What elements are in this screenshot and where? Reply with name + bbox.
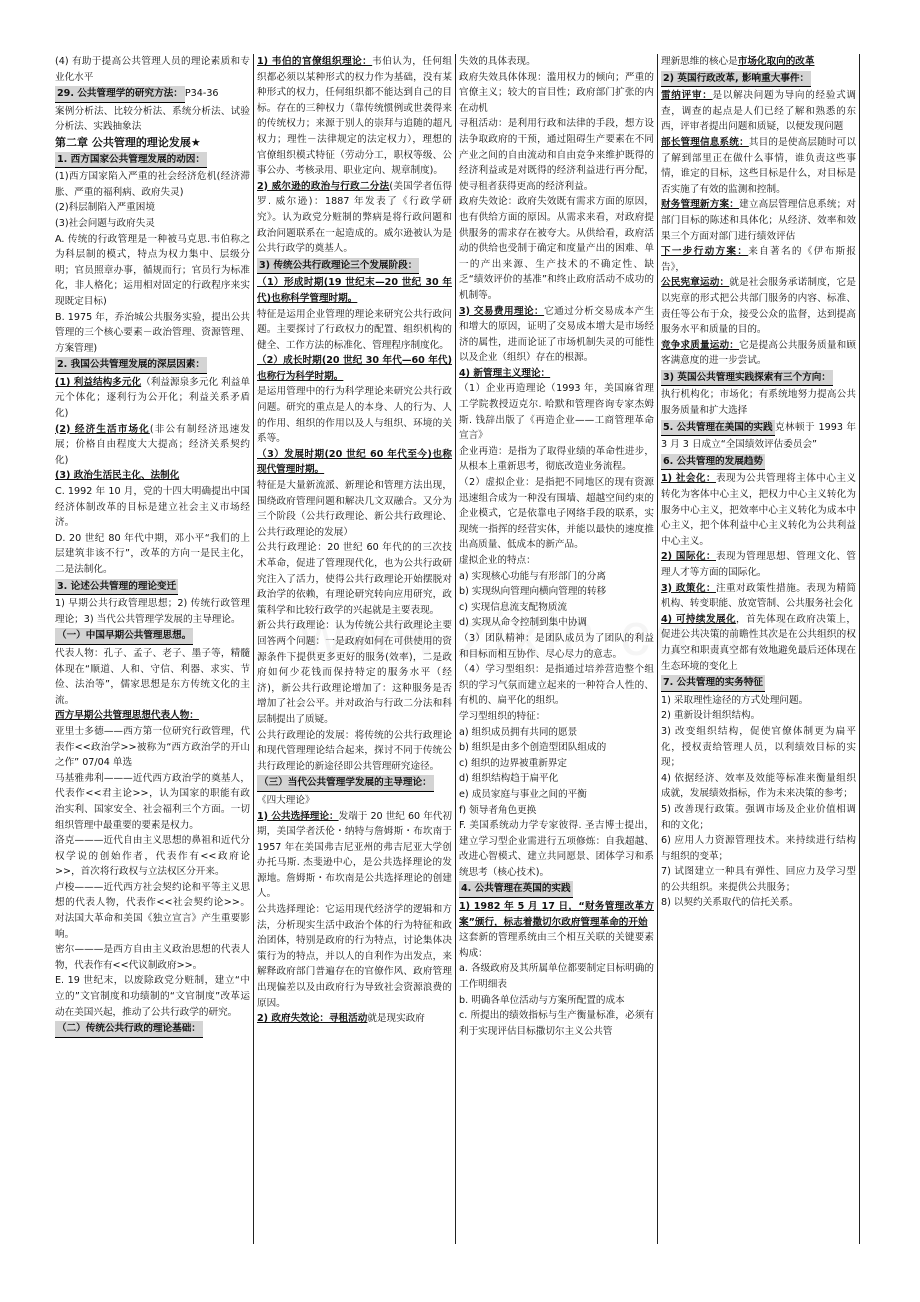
section-heading (55, 85, 250, 104)
paragraph (661, 771, 856, 802)
paragraph (55, 973, 250, 1020)
paragraph (459, 631, 654, 662)
paragraph (459, 725, 654, 741)
heading-label: 1) 1982 年 5 月 17 日，“财务管理改革方案”颁行，标志着撒切尔政府管理革命的开始 (459, 901, 654, 928)
paragraph-text: 2) 重新设计组织结构。 (661, 710, 761, 722)
paragraph (55, 942, 250, 973)
section-heading (661, 453, 856, 472)
paragraph-text: 新公共行政理论：认为传统公共行政理论主要回答两个问题：一是政府如何在可供使用的资源条件下提供更多更好的服务(效率)，二是政府如何少花钱而保持特定的服务水平（经济)，新公共行政理论增加了：这种服务是否增加了社会公平。并对政治与行政二分法和科层制提出了质疑。 (257, 620, 452, 725)
heading-label: 2) 英国行政改革, 影响重大事件： (661, 71, 811, 88)
paragraph (459, 194, 654, 303)
paragraph-text: 代表人物：孔子、孟子、老子、墨子等，精髓体现在“顺道、人和、守信、利器、求实、节俭、法治等”，儒家思想是东方传统文化的主流。 (55, 647, 250, 706)
paragraph (257, 307, 452, 354)
paragraph-text: 特征是大量新流派、新理论和管理方法出现，围绕政府管理问题和解决几文双融合。又分为三个阶段（公共行政理论、新公共行政理论、公共行政理论的发展） (257, 480, 452, 538)
heading-label: 6. 公共管理的发展趋势 (661, 454, 765, 471)
paragraph (257, 728, 452, 775)
paragraph-text: 密尔———是西方自由主义政治思想的代表人物，代表作有<<代议制政府>>。 (55, 944, 250, 971)
paragraph-text: a. 各级政府及其所属单位都要制定目标明确的工作明细表 (459, 963, 654, 991)
heading-label: 3) 英国公共管理实践探索有三个方向： (661, 370, 833, 387)
subsection-heading (661, 338, 856, 369)
subsection-heading (55, 708, 250, 724)
paragraph (459, 993, 654, 1009)
paragraph-text: a) 组织成员拥有共同的愿景 (459, 726, 578, 738)
subsection-heading (257, 353, 452, 384)
paragraph-text: 学习型组织的特征： (459, 710, 546, 722)
paragraph-text: E. 19 世纪末，以废除政党分赃制，建立“中立的”文官制度和功绩制的“文官制度”改革运动在美国兴起，推动了公共行政学的研究。 (55, 975, 250, 1018)
heading-label: 3) 交易费用理论： (459, 305, 545, 317)
paragraph-text: A. 传统的行政管理是一种被马克思.韦伯称之为科层制的模式，特点为权力集中、层级分明；官员照章办事，循规而行；官员行为标准化，非人格化；运用相对固定的行政程序来实现既定目标) (55, 233, 250, 307)
paragraph-text: (2)科层制陷入严重困境 (55, 202, 155, 214)
paragraph (257, 793, 452, 809)
subsection-heading (459, 304, 654, 366)
paragraph (459, 818, 654, 880)
heading-label: 5. 公共管理在美国的实践 (661, 420, 775, 437)
paragraph-text: ，首先体现在政府决策上，促进公共决策的前瞻性其次是在公共组织的权力真空和职责真空都有效地避免最后还体现在生态环境的变化上 (661, 613, 857, 672)
section-heading (661, 419, 856, 453)
paragraph-text: （2）虚拟企业：是指把不同地区的现有资源迅速组合成为一种没有围墙、超越空间约束的企业模式，它是依靠电子网络手段的联系，实现统一指挥的经营实体，并能以最快的速度推出高质量、低成本的新产品。 (459, 477, 654, 551)
paragraph (55, 310, 250, 357)
subsection-heading (257, 275, 452, 306)
paragraph (55, 596, 250, 627)
paragraph (459, 381, 654, 443)
heading-label: 1. 西方国家公共管理发展的动因： (55, 152, 207, 169)
heading-label: （三）当代公共管理学发展的主导理论： (257, 775, 434, 792)
paragraph (55, 531, 250, 578)
paragraph (459, 600, 654, 616)
paragraph-text: 失效的具体表现。 (459, 56, 536, 67)
subsection-heading (257, 1011, 452, 1027)
section-heading (55, 578, 250, 597)
paragraph-text: b) 实现纵向管理向横向管理的转移 (459, 586, 607, 598)
heading-label: 下一步行动方案： (661, 246, 749, 258)
section-heading (55, 1020, 250, 1039)
paragraph-text: 是运用管理中的行为科学理论来研究公共行政问题。研究的重点是人的本身、人的行为、人的作用、组织的作用以及人与组织、环境的关系等。 (257, 386, 452, 445)
heading-label: 公民宪章运动： (661, 277, 730, 289)
paragraph-text: 3) 改变组织结构，促使官僚体制更为扁平化，授权责给管理人员，以利绩效目标的实现； (661, 725, 856, 769)
heading-label: 29. 公共管理学的研究方法： (55, 86, 185, 103)
paragraph (55, 880, 250, 942)
heading-label: （一）中国早期公共管理思想。 (55, 628, 193, 645)
paragraph-text: 马基雅弗利———近代西方政治学的奠基人，代表作<<君主论>>，认为国家的职能有政治实利、国家安全、社会福利三个方面。一切组织管理中最重要的要素是权力。 (55, 772, 250, 831)
paragraph (55, 104, 250, 135)
paragraph (661, 833, 856, 864)
paragraph (459, 787, 654, 803)
subsection-heading (661, 275, 856, 337)
paragraph-text: 它是提高公共服务质量和顾客满意度的进一步尝试。 (661, 339, 857, 367)
paragraph-text: 就是现实政府 (367, 1013, 425, 1025)
paragraph-text: (非公有制经济迅速发展；价格自由程度大大提高；经济关系契约化) (55, 423, 250, 466)
paragraph (55, 232, 250, 310)
paragraph (459, 803, 654, 819)
paragraph-text: (美国学者伍得罗. 威尔逊)：1887 年发表了《行政学研究》。认为政党分赃制的弊病是将行政问题和政治问题联系在一起造成的。威尔逊被认为是公共行政学的奠基人。 (257, 180, 452, 255)
paragraph-text: e) 成员家庭与事业之间的平衡 (459, 788, 587, 800)
heading-label: 财务管理新方案： (661, 199, 740, 211)
subsection-heading (661, 197, 856, 244)
paragraph (459, 54, 654, 70)
paragraph-text: 企业再造：是指为了取得业绩的革命性进步，从根本上重新思考，彻底改造业务流程。 (459, 445, 654, 473)
subsection-heading (459, 899, 654, 930)
paragraph (459, 771, 654, 787)
section-heading (661, 674, 856, 693)
paragraph (257, 540, 452, 618)
paragraph (459, 116, 654, 194)
paragraph (459, 740, 654, 756)
paragraph (459, 662, 654, 709)
paragraph-text: 公共行政理论：20 世纪 60 年代的的三次技术革命，促进了管理现代化，也为公共行政研究注入了活力，使得公共行政理论开始摆脱对政治学的依赖，有理论研究转向应用研究，政策科学和比较行政学的兴起就是主要表现。 (257, 542, 452, 616)
paragraph-text: 注重对政策性措施。表现为精简机构、转变职能、放宽管制、公共服务社会化 (661, 582, 857, 610)
heading-label: 1) 公共选择理论： (257, 810, 339, 822)
paragraph (55, 833, 250, 880)
paragraph-text: (4) 有助于提高公共管理人员的理论素质和专业化水平 (55, 56, 250, 83)
paragraph-text: 虚拟企业的特点： (459, 555, 536, 566)
paragraph-text: 理新思维的核心是 (661, 56, 738, 67)
paragraph-text: 公共选择理论：它运用现代经济学的逻辑和方法，分析现实生活中政治个体的行为特征和政治团体，特别是政府的行为特点，讨论集体决策行为的特点，并以人的自利作为出发点，来解释政府部门普遍存在的官僚作风、政府管理出现偏差以及由政府行为导致社会资源浪费的原因。 (257, 904, 452, 1009)
paragraph-text: B. 1975 年，乔治城公共服务实验，提出公共管理的三个核心要素－政治管理、资源管理、方案管理) (55, 311, 250, 354)
paragraph (55, 484, 250, 531)
heading-label: (3) 政治生活民主化、法制化 (55, 470, 180, 482)
subsection-heading (661, 581, 856, 612)
paragraph-text: a) 实现核心功能与有形部门的分离 (459, 570, 606, 582)
heading-label: 2) 国际化： (661, 551, 716, 563)
subsection-heading (459, 366, 654, 382)
paragraph (459, 569, 654, 585)
subsection-heading (661, 244, 856, 275)
paragraph-text: b) 组织是由多个创造型团队组成的 (459, 742, 607, 754)
paragraph (55, 200, 250, 216)
heading-label: 3) 政策化： (661, 582, 716, 594)
heading-label: （2）成长时期(20 世纪 30 年代—60 年代)也称行为科学时期。 (257, 355, 452, 382)
paragraph-text: 5) 改善现行政策。强调市场及企业价值相调和的文化； (661, 803, 856, 831)
paragraph-text: 特征是运用企业管理的理论来研究公共行政问题。主要探讨了行政权力的配置、组织机构的健全、工作方法的标准化、管理程序制度化。 (257, 308, 452, 351)
paragraph-text: c. 所提出的绩效指标与生产衡量标准，必须有利于实现评估目标撒切尔主义公共管 (459, 1010, 654, 1037)
paragraph-text: 就是社会服务承诺制度，它是以宪章的形式把公共部门服务的内容、标准、责任等公布于众，接受公众的监督，达到提高服务水平和质量的目的。 (661, 277, 857, 336)
subsection-heading (661, 88, 856, 135)
paragraph (459, 584, 654, 600)
section-heading (55, 356, 250, 375)
paragraph (661, 895, 856, 911)
paragraph-text: 4) 依据经济、效率及效能等标准来衡量组织成就，发展绩效指标，作为未来决策的参考； (661, 772, 856, 800)
paragraph-text: 表现为公共管理将主体中心主义转化为客体中心主义，把权力中心主义转化为服务中心主义，把效率中心主义转化为成本中心主义，把个体利益中心主义转化为公共利益中心主义。 (661, 473, 857, 547)
section-heading (257, 774, 452, 793)
heading-label: 4) 可持续发展化 (661, 613, 737, 625)
paragraph (661, 387, 856, 418)
paragraph (459, 444, 654, 475)
heading-label: 7. 公共管理的实务特征 (661, 675, 765, 692)
paragraph-text: 它通过分析交易成本产生和增大的原因，证明了交易成本增大是市场经济的属性，进而论证了市场机制失灵的可能性以及企业（组织）存在的根源。 (459, 305, 655, 364)
paragraph-text: 1) 早期公共行政管理思想；2) 传统行政管理理论；3) 当代公共管理学发展的主导理论。 (55, 598, 250, 625)
paragraph (661, 693, 856, 709)
paragraph-text: F. 美国系统动力学专家彼得. 圣吉博士提出，建立学习型企业需进行五项修炼：自我超越、改进心智模式、建立共同愿景、团体学习和系统思考（核心技术)。 (459, 820, 654, 878)
paragraph-text: 亚里士多德——西方第一位研究行政管理，代表作<<政治学>>被称为“西方政治学的开山之作” 07/04 单选 (55, 725, 250, 769)
paragraph-text: 这套新的管理系统由三个相互关联的关键要素构成： (459, 932, 654, 959)
paragraph (459, 553, 654, 569)
heading-label: 3. 论述公共管理的理论变迁 (55, 579, 178, 596)
column-3 (456, 54, 658, 1244)
paragraph-text: （4）学习型组织：是指通过培养营造整个组织的学习气氛而建立起来的一种符合人性的、有机的、扁平化的组织。 (459, 664, 654, 707)
paragraph-text: 韦伯认为，任何组织都必须以某种形式的权力作为基础，没有某种形式的权力，任何组织都不能达到自己的目标。存在的三种权力（靠传统惯例或世袭得来的传统权力；来源于别人的崇拜与追随的超凡权力；理性－法律规定的法定权力），理想的官僚组织模式特征（劳动分工，职权等级、公事公办、考核录用、职业定向、规章制度)。 (257, 56, 452, 177)
paragraph-text: C. 1992 年 10 月，党的十四大明确提出中国经济体制改革的目标是建立社会主义市场经济。 (55, 486, 250, 529)
paragraph-text: D. 20 世纪 80 年代中期，邓小平“我们的上层建筑非该不行”，改革的方向一是民主化，二是法制化。 (55, 532, 250, 575)
heading-label: （二）传统公共行政的理论基础： (55, 1021, 203, 1038)
paragraph (661, 802, 856, 833)
section-heading (459, 880, 654, 899)
paragraph-text: 是以解决问题为导向的经验式调查，调查的起点是人们已经了解和熟悉的东西，评审者提出问题和质疑，以便发现问题 (661, 90, 857, 133)
heading-label: （3）发展时期(20 世纪 60 年代至今)也称现代管理时期。 (257, 448, 452, 476)
paragraph (55, 771, 250, 833)
section-heading (661, 369, 856, 388)
paragraph-text: 政府失效具体体现：滥用权力的倾向；严重的官僚主义；较大的盲目性；政府部门扩张的内在动机 (459, 71, 654, 114)
heading-label: 2) 政府失效论：寻租活动 (257, 1013, 368, 1025)
paragraph-text: c) 组织的边界被重新界定 (459, 757, 568, 769)
paragraph (459, 930, 654, 961)
subsection-heading (55, 375, 250, 422)
paragraph-text: c) 实现信息流支配物质流 (459, 601, 568, 613)
paragraph (55, 169, 250, 200)
heading-label: 1) 韦伯的官僚组织理论： (257, 56, 373, 67)
paragraph-text: 来自著名的《伊布斯报告》， (661, 246, 856, 273)
heading-label: （1）形成时期(19 世纪末—20 世纪 30 年代)也称科学管理时期。 (257, 277, 452, 304)
paragraph-text: 卢梭———近代西方社会契约论和平等主义思想的代表人物，代表作<<社会契约论>>。对法国大革命和美国《独立宣言》产生重要影响。 (55, 881, 250, 940)
column-2 (254, 54, 456, 1244)
subsection-heading (257, 179, 452, 257)
paragraph-text: 发端于 20 世纪 60 年代初期，美国学者沃伦・纳特与詹姆斯・布坎南于 1957 年在美国弗吉尼亚州的弗吉尼亚大学创办托马斯. 杰斐逊中心，是公共选择理论的发源地。詹姆斯・布坎南是公共选择理论的创建人。 (257, 810, 452, 900)
paragraph (55, 646, 250, 708)
paragraph-text: 6) 应用人力资源管理技术。来持续进行结构与组织的变革； (661, 835, 856, 862)
subsection-heading (257, 54, 452, 179)
heading-label: 4. 公共管理在英国的实践 (459, 881, 573, 898)
paragraph (55, 216, 250, 232)
emphasis-text: 市场化取向的改革 (737, 56, 815, 67)
paragraph-text: 表现为管理思想、管理文化、管理人才等方面的国际化。 (661, 551, 857, 578)
heading-label: 2) 威尔逊的政治与行政二分法 (257, 180, 390, 192)
paragraph-text: P34-36 (184, 88, 219, 100)
subsection-heading (661, 471, 856, 549)
paragraph-text: (3)社会问题与政府失灵 (55, 217, 155, 229)
paragraph-text: (1)西方国家陷入严重的社会经济危机(经济滞胀、严重的福利病、政府失灵) (55, 171, 250, 198)
paragraph (661, 864, 856, 895)
paragraph (459, 709, 654, 725)
paragraph (257, 384, 452, 446)
paragraph-text: 政府失效论：政府失效既有需求方面的原因，也有供给方面的原因。从需求来看，对政府提供服务的需求存在被夸大。从供给看，政府活动的供给也受制于确定和度量产出的困难、单一的产出来源、生产技术的不确定性、缺乏“绩效评价的基准”和终止政府活动不成功的机制等。 (459, 196, 654, 301)
paragraph (459, 475, 654, 553)
paragraph-text: 寻租活动：是利用行政和法律的手段，想方设法争取政府的干预，通过阻碍生产要素在不同产业之间的自由流动和自由竞争来维护既得的经济利益或是对既得的经济利益进行再分配，使寻租者获得更高的经济利益。 (459, 118, 654, 192)
section-heading (55, 627, 250, 646)
paragraph (257, 478, 452, 540)
paragraph-text: 《四大理论》 (257, 794, 315, 806)
heading-label: (1) 利益结构多元化 (55, 376, 142, 388)
paragraph (459, 70, 654, 117)
heading-label: 西方早期公共管理思想代表人物： (55, 710, 199, 722)
chapter-heading: 第二章 公共管理的理论发展★ (55, 135, 201, 149)
paragraph-text: 案例分析法、比较分析法、系统分析法、试验分析法、实践抽象法 (55, 105, 250, 133)
paragraph (459, 961, 654, 992)
subsection-heading (55, 422, 250, 469)
paragraph-text: 建立高层管理信息系统；对部门目标的陈述和具体化；从经济、效率和效果三个方面对部门进行绩效评估 (661, 199, 857, 242)
heading-label: 雷纳评审： (661, 90, 713, 102)
paragraph-text: 克林顿于 1993 年 3 月 3 日成立“全国绩效评估委员会” (661, 421, 856, 451)
heading-label: (2) 经济生活市场化 (55, 423, 150, 435)
paragraph-text: 公共行政理论的发展：将传统的公共行政理论和现代管理理论结合起来，探讨不同于传统公共行政理论的新途径即公共管理研究途径。 (257, 729, 452, 772)
subsection-heading (257, 809, 452, 903)
paragraph-text: 1) 采取理性途径的方式处理问题。 (661, 694, 809, 706)
paragraph-text: d) 组织结构趋于扁平化 (459, 773, 559, 785)
paragraph-text: 执行机构化；市场化；有系统地努力提高公共服务质量和扩大选择 (661, 389, 856, 417)
section-heading (55, 151, 250, 170)
column-1 (52, 54, 254, 1244)
heading-label: 部长管理信息系统： (661, 136, 749, 148)
paragraph-text: 8) 以契约关系取代的信托关系。 (661, 897, 799, 909)
section-heading (661, 70, 856, 89)
subsection-heading (257, 447, 452, 478)
heading-label: 竞争求质量运动： (661, 339, 740, 351)
paragraph (55, 54, 250, 85)
paragraph (661, 54, 856, 70)
paragraph-text: （1）企业再造理论（1993 年，美国麻省理工学院教授迈克尔. 哈默和管理咨询专家杰姆斯. 钱辞出版了《再造企业——工商管理革命宣言》 (459, 383, 654, 442)
paragraph (459, 756, 654, 772)
heading-label: 3) 传统公共行政理论三个发展阶段： (257, 258, 419, 275)
subsection-heading (55, 468, 250, 484)
paragraph (661, 724, 856, 771)
paragraph-text: 其目的是使高层随时可以了解到部里正在做什么事情，谁负责这些事情，谁定的目标，这些目标是什么，对目标是否实施了有效的监测和控制。 (661, 136, 857, 195)
section-heading (257, 257, 452, 276)
paragraph-text: d) 实现从命令控制到集中协调 (459, 617, 588, 629)
paragraph-text: 7) 试图建立一种具有弹性、回应力及学习型的公共组织。来提供公共服务； (661, 866, 856, 893)
subsection-heading (661, 612, 856, 674)
paragraph-text: 洛克———近代自由主义思想的鼻祖和近代分权学说的创始作者，代表作有<<政府论>>，首次将行政权与立法权区分开来。 (55, 835, 250, 878)
paragraph (661, 708, 856, 724)
paragraph (459, 615, 654, 631)
column-4 (658, 54, 860, 1244)
paragraph (55, 724, 250, 771)
paragraph (257, 902, 452, 1011)
subsection-heading (661, 549, 856, 580)
heading-label: 1) 社会化： (661, 473, 716, 485)
paragraph-text: f) 领导者角色更换 (459, 804, 537, 816)
heading-label: 2. 我国公共管理发展的深层因素： (55, 357, 207, 374)
paragraph (257, 618, 452, 727)
paragraph (459, 1008, 654, 1039)
heading-label: 4) 新管理主义理论： (459, 367, 551, 379)
paragraph-text: （利益源泉多元化 利益单元个体化；逐利行为公开化；利益关系矛盾化) (55, 376, 250, 420)
subsection-heading (661, 135, 856, 197)
paragraph-text: b. 明确各单位活动与方案所配置的成本 (459, 994, 625, 1006)
paragraph-text: （3）团队精神：是团队成员为了团队的利益和目标而相互协作、尽心尽力的意志。 (459, 632, 654, 660)
